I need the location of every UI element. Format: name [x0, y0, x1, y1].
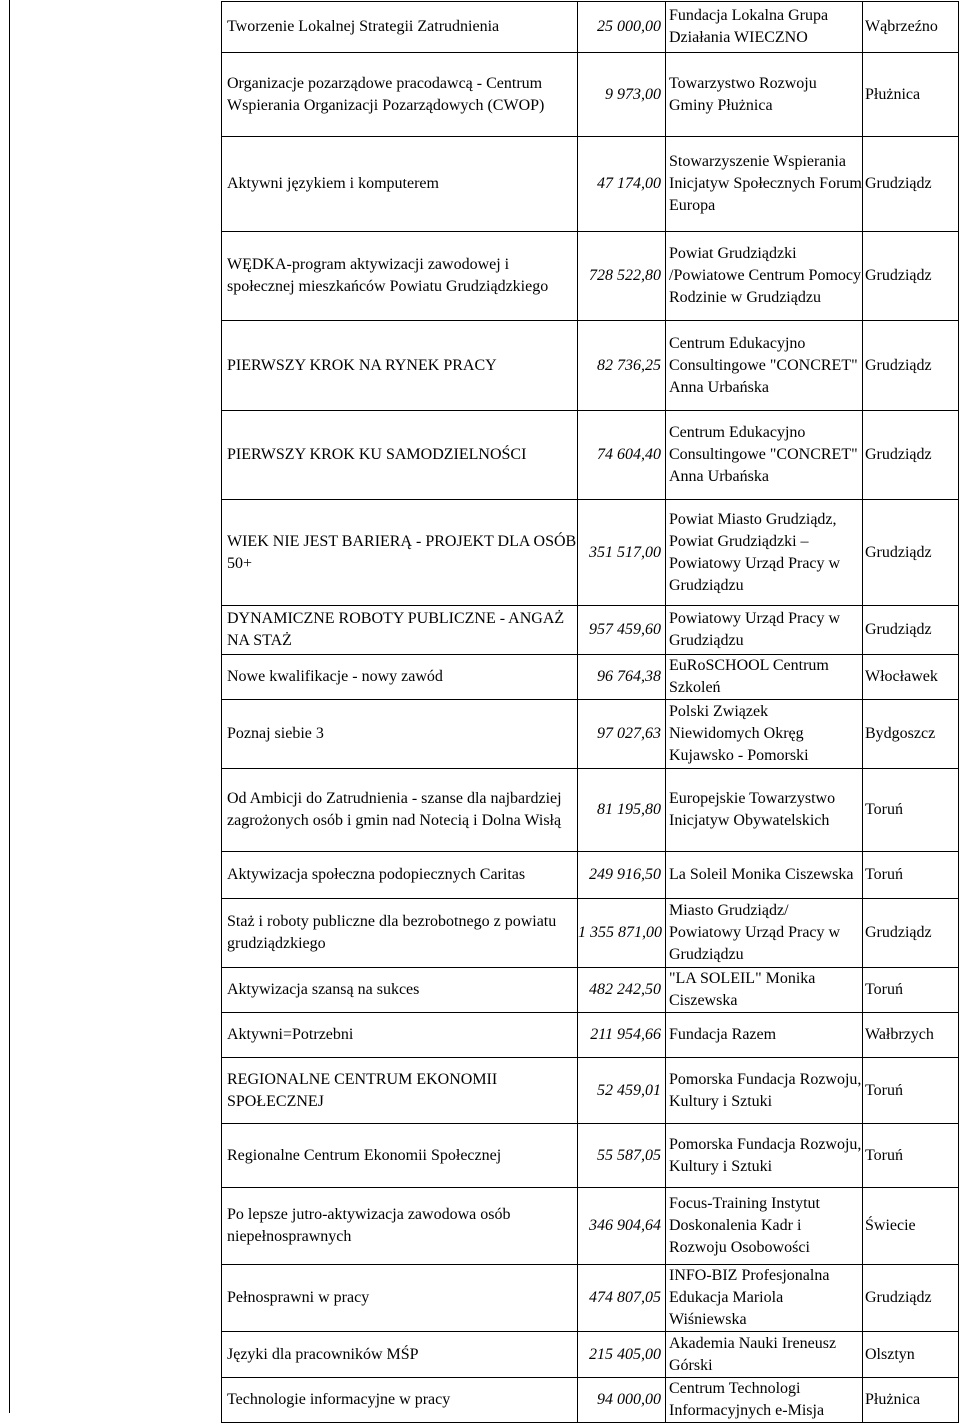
city-cell: [863, 1188, 959, 1265]
project-name: Aktywizacja szansą na sukces: [227, 981, 420, 998]
amount-cell: [578, 1124, 666, 1188]
organization-name: Centrum Technologi Informacyjnych e-Misja: [669, 1380, 825, 1419]
project-name: Aktywizacja społeczna podopiecznych Caritas: [227, 866, 526, 883]
table-row: [222, 1188, 959, 1265]
amount-cell: [578, 53, 666, 137]
project-cell: [222, 1332, 578, 1378]
city-cell: [863, 899, 959, 968]
city-cell: [863, 1013, 959, 1058]
city-cell: [863, 232, 959, 321]
amount-value: 25 000,00: [597, 18, 661, 35]
project-cell: [222, 1188, 578, 1265]
amount-value: 482 242,50: [589, 981, 661, 998]
project-name: Aktywni językiem i komputerem: [227, 175, 439, 192]
organization-cell: [666, 1124, 863, 1188]
amount-cell: [578, 137, 666, 232]
amount-value: 97 027,63: [597, 725, 661, 742]
city-name: Grudziądz: [865, 924, 932, 941]
amount-value: 81 195,80: [597, 801, 661, 818]
amount-cell: [578, 321, 666, 411]
organization-name: La Soleil Monika Ciszewska: [669, 866, 854, 883]
amount-value: 55 587,05: [597, 1146, 661, 1164]
organization-name: Polski Związek Niewidomych Okręg Kujawsko - Pomorski: [669, 703, 809, 764]
project-cell: [222, 1378, 578, 1423]
table-row: [222, 852, 959, 899]
city-cell: [863, 53, 959, 137]
organization-cell: [666, 1013, 863, 1058]
city-cell: [863, 500, 959, 606]
amount-value: 249 916,50: [589, 866, 661, 883]
amount-cell: [578, 1058, 666, 1124]
grant-table: [221, 1, 959, 1423]
table-row: [222, 53, 959, 137]
organization-name: Pomorska Fundacja Rozwoju, Kultury i Sztuki: [669, 1135, 862, 1175]
project-name: DYNAMICZNE ROBOTY PUBLICZNE - ANGAŻ NA STAŻ: [227, 610, 565, 649]
project-cell: [222, 500, 578, 606]
table-row: [222, 321, 959, 411]
project-name: REGIONALNE CENTRUM EKONOMII SPOŁECZNEJ: [227, 1070, 498, 1110]
amount-value: 94 000,00: [597, 1391, 661, 1408]
amount-cell: [578, 232, 666, 321]
city-cell: [863, 655, 959, 700]
amount-value: 351 517,00: [589, 543, 661, 561]
city-cell: [863, 700, 959, 769]
organization-name: Centrum Edukacyjno Consultingowe "CONCRET" Anna Urbańska: [669, 334, 858, 396]
city-name: Grudziądz: [865, 621, 932, 638]
project-name: Technologie informacyjne w pracy: [227, 1391, 451, 1408]
city-name: Grudziądz: [865, 356, 932, 374]
project-cell: [222, 606, 578, 655]
amount-value: 9 973,00: [605, 85, 661, 103]
city-cell: [863, 1378, 959, 1423]
project-name: PIERWSZY KROK NA RYNEK PRACY: [227, 356, 497, 374]
amount-value: 47 174,00: [597, 175, 661, 192]
table-row: [222, 411, 959, 500]
organization-cell: [666, 321, 863, 411]
city-name: Grudziądz: [865, 446, 932, 463]
organization-name: Powiat Miasto Grudziądz, Powiat Grudziądzki – Powiatowy Urząd Pracy w Grudziądzu: [669, 510, 841, 594]
project-cell: [222, 1265, 578, 1332]
city-name: Wąbrzeźno: [865, 18, 938, 35]
organization-name: Fundacja Lokalna Grupa Działania WIECZNO: [669, 7, 829, 46]
amount-value: 74 604,40: [597, 446, 661, 463]
amount-cell: [578, 1378, 666, 1423]
project-name: Od Ambicji do Zatrudnienia - szanse dla najbardziej zagrożonych osób i gmin nad Notecią i Dolna Wisłą: [227, 790, 562, 829]
table-row: [222, 968, 959, 1013]
project-cell: [222, 411, 578, 500]
table-row: [222, 2, 959, 53]
organization-name: Stowarzyszenie Wspierania Inicjatyw Społecznych Forum Europa: [669, 153, 862, 214]
table-row: [222, 1332, 959, 1378]
city-cell: [863, 606, 959, 655]
city-name: Włocławek: [865, 668, 938, 685]
table-row: [222, 500, 959, 606]
organization-name: Focus-Training Instytut Doskonalenia Kadr i Rozwoju Osobowości: [669, 1195, 820, 1256]
organization-name: Powiat Grudziądzki /Powiatowe Centrum Pomocy Rodzinie w Grudziądzu: [669, 245, 861, 306]
organization-cell: [666, 700, 863, 769]
amount-value: 957 459,60: [589, 621, 661, 638]
amount-cell: [578, 1265, 666, 1332]
organization-cell: [666, 1332, 863, 1378]
organization-cell: [666, 1188, 863, 1265]
project-cell: [222, 2, 578, 53]
table-row: [222, 769, 959, 852]
project-name: Nowe kwalifikacje - nowy zawód: [227, 668, 443, 685]
organization-cell: [666, 655, 863, 700]
table-row: [222, 606, 959, 655]
organization-name: "LA SOLEIL" Monika Ciszewska: [669, 970, 816, 1009]
city-name: Grudziądz: [865, 267, 932, 284]
organization-cell: [666, 1378, 863, 1423]
amount-cell: [578, 1188, 666, 1265]
organization-name: Towarzystwo Rozwoju Gminy Płużnica: [669, 74, 817, 114]
table-row: [222, 1265, 959, 1332]
project-name: Po lepsze jutro-aktywizacja zawodowa osób niepełnosprawnych: [227, 1206, 511, 1245]
city-cell: [863, 2, 959, 53]
city-name: Toruń: [865, 1146, 903, 1164]
amount-cell: [578, 899, 666, 968]
organization-cell: [666, 500, 863, 606]
city-cell: [863, 1058, 959, 1124]
city-name: Grudziądz: [865, 175, 932, 192]
city-cell: [863, 1332, 959, 1378]
organization-cell: [666, 2, 863, 53]
city-name: Wałbrzych: [865, 1026, 934, 1043]
project-name: Języki dla pracowników MŚP: [227, 1345, 419, 1363]
project-cell: [222, 769, 578, 852]
project-cell: [222, 321, 578, 411]
city-name: Toruń: [865, 981, 903, 998]
amount-cell: [578, 852, 666, 899]
organization-name: Powiatowy Urząd Pracy w Grudziądzu: [669, 610, 841, 649]
city-cell: [863, 852, 959, 899]
organization-name: Centrum Edukacyjno Consultingowe "CONCRET" Anna Urbańska: [669, 424, 858, 485]
project-name: Poznaj siebie 3: [227, 725, 324, 742]
amount-value: 52 459,01: [597, 1081, 661, 1099]
city-name: Toruń: [865, 1081, 903, 1099]
city-cell: [863, 968, 959, 1013]
project-name: WĘDKA-program aktywizacji zawodowej i społecznej mieszkańców Powiatu Grudziądzkiego: [227, 256, 549, 295]
city-name: Bydgoszcz: [865, 725, 936, 742]
table-row: [222, 1058, 959, 1124]
table-row: [222, 700, 959, 769]
city-cell: [863, 1265, 959, 1332]
table-row: [222, 137, 959, 232]
amount-cell: [578, 500, 666, 606]
organization-cell: [666, 606, 863, 655]
project-cell: [222, 899, 578, 968]
page-left-border: [9, 0, 10, 1413]
table-row: [222, 655, 959, 700]
project-cell: [222, 968, 578, 1013]
organization-name: EuRoSCHOOL Centrum Szkoleń: [669, 657, 829, 696]
city-cell: [863, 769, 959, 852]
table-row: [222, 899, 959, 968]
project-cell: [222, 852, 578, 899]
project-name: PIERWSZY KROK KU SAMODZIELNOŚCI: [227, 446, 527, 463]
organization-cell: [666, 899, 863, 968]
city-name: Płużnica: [865, 1391, 921, 1408]
amount-cell: [578, 1332, 666, 1378]
city-name: Toruń: [865, 801, 903, 818]
organization-name: Pomorska Fundacja Rozwoju, Kultury i Sztuki: [669, 1070, 862, 1110]
amount-cell: [578, 769, 666, 852]
table-row: [222, 1124, 959, 1188]
amount-cell: [578, 606, 666, 655]
table-row: [222, 1378, 959, 1423]
amount-value: 215 405,00: [589, 1345, 661, 1363]
organization-cell: [666, 1058, 863, 1124]
city-name: Grudziądz: [865, 1289, 932, 1306]
amount-cell: [578, 968, 666, 1013]
city-cell: [863, 321, 959, 411]
organization-cell: [666, 137, 863, 232]
organization-cell: [666, 411, 863, 500]
project-name: Staż i roboty publiczne dla bezrobotnego z powiatu grudziądzkiego: [227, 913, 557, 952]
project-cell: [222, 53, 578, 137]
city-cell: [863, 137, 959, 232]
project-name: Regionalne Centrum Ekonomii Społecznej: [227, 1146, 502, 1164]
city-cell: [863, 1124, 959, 1188]
project-cell: [222, 1124, 578, 1188]
project-name: WIEK NIE JEST BARIERĄ - PROJEKT DLA OSÓB 50+: [227, 532, 577, 572]
city-name: Płużnica: [865, 85, 921, 103]
project-cell: [222, 232, 578, 321]
organization-cell: [666, 53, 863, 137]
organization-cell: [666, 769, 863, 852]
amount-value: 1 355 871,00: [578, 924, 662, 941]
organization-cell: [666, 232, 863, 321]
city-name: Toruń: [865, 866, 903, 883]
amount-value: 211 954,66: [590, 1026, 661, 1043]
table-row: [222, 232, 959, 321]
city-name: Olsztyn: [865, 1345, 915, 1363]
organization-name: Akademia Nauki Ireneusz Górski: [669, 1334, 837, 1374]
amount-cell: [578, 411, 666, 500]
organization-name: Miasto Grudziądz/ Powiatowy Urząd Pracy w Grudziądzu: [669, 902, 841, 963]
city-name: Grudziądz: [865, 543, 932, 561]
project-cell: [222, 700, 578, 769]
city-name: Świecie: [865, 1217, 916, 1234]
amount-cell: [578, 700, 666, 769]
project-cell: [222, 137, 578, 232]
amount-cell: [578, 1013, 666, 1058]
organization-cell: [666, 968, 863, 1013]
city-cell: [863, 411, 959, 500]
amount-value: 82 736,25: [597, 356, 661, 374]
organization-name: Europejskie Towarzystwo Inicjatyw Obywatelskich: [669, 790, 836, 829]
amount-value: 346 904,64: [589, 1217, 661, 1234]
organization-name: INFO-BIZ Profesjonalna Edukacja Mariola Wiśniewska: [669, 1267, 830, 1328]
organization-name: Fundacja Razem: [669, 1026, 777, 1043]
amount-cell: [578, 2, 666, 53]
project-name: Pełnosprawni w pracy: [227, 1289, 370, 1306]
project-name: Aktywni=Potrzebni: [227, 1026, 354, 1043]
amount-value: 96 764,38: [597, 668, 661, 685]
amount-cell: [578, 655, 666, 700]
project-cell: [222, 655, 578, 700]
project-name: Organizacje pozarządowe pracodawcą - Centrum Wspierania Organizacji Pozarządowych (CWOP): [227, 74, 545, 114]
project-cell: [222, 1058, 578, 1124]
organization-cell: [666, 1265, 863, 1332]
table-row: [222, 1013, 959, 1058]
project-cell: [222, 1013, 578, 1058]
amount-value: 728 522,80: [589, 267, 661, 284]
project-name: Tworzenie Lokalnej Strategii Zatrudnienia: [227, 18, 500, 35]
amount-value: 474 807,05: [589, 1289, 661, 1306]
organization-cell: [666, 852, 863, 899]
